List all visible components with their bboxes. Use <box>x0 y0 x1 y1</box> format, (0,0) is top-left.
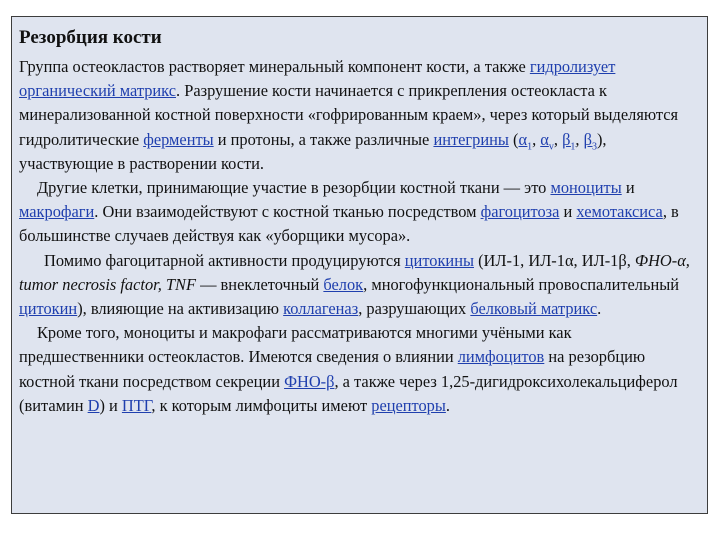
link-organic-matrix[interactable]: органический матрикс <box>19 81 177 101</box>
paragraph-text: . Разрушение кости начинается с прикрепления остеокласта к минерализованной костной поверхности «гофрированным краем», через который выделяются гидролитические <box>19 81 679 149</box>
symbol-subscript: 1 <box>570 140 576 152</box>
link-hydrolyzes[interactable]: гидролизует <box>529 57 616 76</box>
paragraph-text: Группа остеокластов растворяет минеральный компонент кости, а также <box>19 57 530 76</box>
symbol-base: α <box>518 129 528 149</box>
link-tnf-beta[interactable]: ФНО-β <box>284 371 335 391</box>
paragraph-text: , <box>575 129 584 149</box>
link-receptors[interactable]: рецепторы <box>371 395 446 415</box>
paragraph-text: , <box>553 129 563 149</box>
text-panel <box>11 16 708 514</box>
paragraph-text: ) и <box>99 395 122 415</box>
link-lymphocytes[interactable]: лимфоцитов <box>457 347 545 367</box>
link-macrophages[interactable]: макрофаги <box>19 202 95 222</box>
link-cytokine[interactable]: цитокин <box>19 299 78 319</box>
paragraph-text: — внеклеточный <box>195 274 324 294</box>
paragraph-3 <box>19 249 699 322</box>
paragraph-text: , разрушающих <box>358 299 471 319</box>
symbol-base: β <box>562 129 571 149</box>
paragraph-text: ), влияющие на активизацию <box>77 299 284 319</box>
paragraph-text: (ИЛ-1, ИЛ-1α, ИЛ-1β, <box>474 250 635 270</box>
symbol-base: α <box>540 129 549 149</box>
paragraph-text: и <box>559 202 577 222</box>
link-alpha-v[interactable] <box>540 129 554 152</box>
paragraph-text: , а также через 1,25-дигидроксихолекальциферол (витамин <box>19 371 678 415</box>
paragraph-text: , в большинстве случаев действуя как «уборщики мусора». <box>19 202 679 246</box>
link-beta-3[interactable] <box>583 129 597 152</box>
symbol-subscript: v <box>548 140 554 152</box>
link-vitamin-d[interactable]: D <box>87 395 100 415</box>
paragraph-text: . Они взаимодействуют с костной тканью посредством <box>94 202 481 222</box>
link-protein-matrix[interactable]: белковый матрикс <box>470 299 598 319</box>
paragraph-text: на резорбцию костной ткани посредством секреции <box>19 347 646 391</box>
link-beta-1[interactable] <box>562 129 576 152</box>
paragraph-1 <box>19 55 699 176</box>
italic-term: ФНО-α, tumor necrosis factor, TNF <box>19 250 690 294</box>
link-pth[interactable]: ПТГ <box>121 395 152 415</box>
link-integrins[interactable]: интегрины <box>433 129 509 149</box>
symbol-subscript: 1 <box>527 140 533 152</box>
paragraph-text: ( <box>508 129 519 149</box>
slide-title: Резорбция кости <box>19 27 162 48</box>
paragraph-text: , <box>532 129 541 149</box>
paragraph-text: Помимо фагоцитарной активности продуцируются <box>44 250 405 270</box>
paragraph-text: . <box>445 395 450 415</box>
link-collagenases[interactable]: коллагеназ <box>283 299 359 319</box>
paragraph-text: и протоны, а также различные <box>213 129 434 149</box>
paragraph-text: ), участвующие в растворении кости. <box>19 129 607 173</box>
paragraph-text: Другие клетки, принимающие участие в резорбции костной ткани — это <box>37 178 551 198</box>
paragraph-text: , многофункциональный провоспалительный <box>363 274 680 294</box>
symbol-subscript: 3 <box>591 140 597 152</box>
link-protein[interactable]: белок <box>323 274 364 294</box>
paragraph-2 <box>19 176 699 249</box>
link-phagocytosis[interactable]: фагоцитоза <box>480 202 560 222</box>
link-enzymes[interactable]: ферменты <box>143 129 214 149</box>
paragraph-4 <box>19 321 699 418</box>
link-monocytes[interactable]: моноциты <box>550 178 622 198</box>
link-alpha-1[interactable] <box>518 129 533 152</box>
paragraph-text: , к которым лимфоциты имеют <box>151 395 372 415</box>
paragraph-text: и <box>621 178 635 198</box>
symbol-base: β <box>583 129 592 149</box>
paragraph-text: Кроме того, моноциты и макрофаги рассматриваются многими учёными как предшественники остеокластов. Имеются сведения о влиянии <box>19 323 572 367</box>
paragraph-text: . <box>597 299 602 319</box>
link-cytokines[interactable]: цитокины <box>404 250 474 270</box>
link-chemotaxis[interactable]: хемотаксиса <box>576 202 663 222</box>
